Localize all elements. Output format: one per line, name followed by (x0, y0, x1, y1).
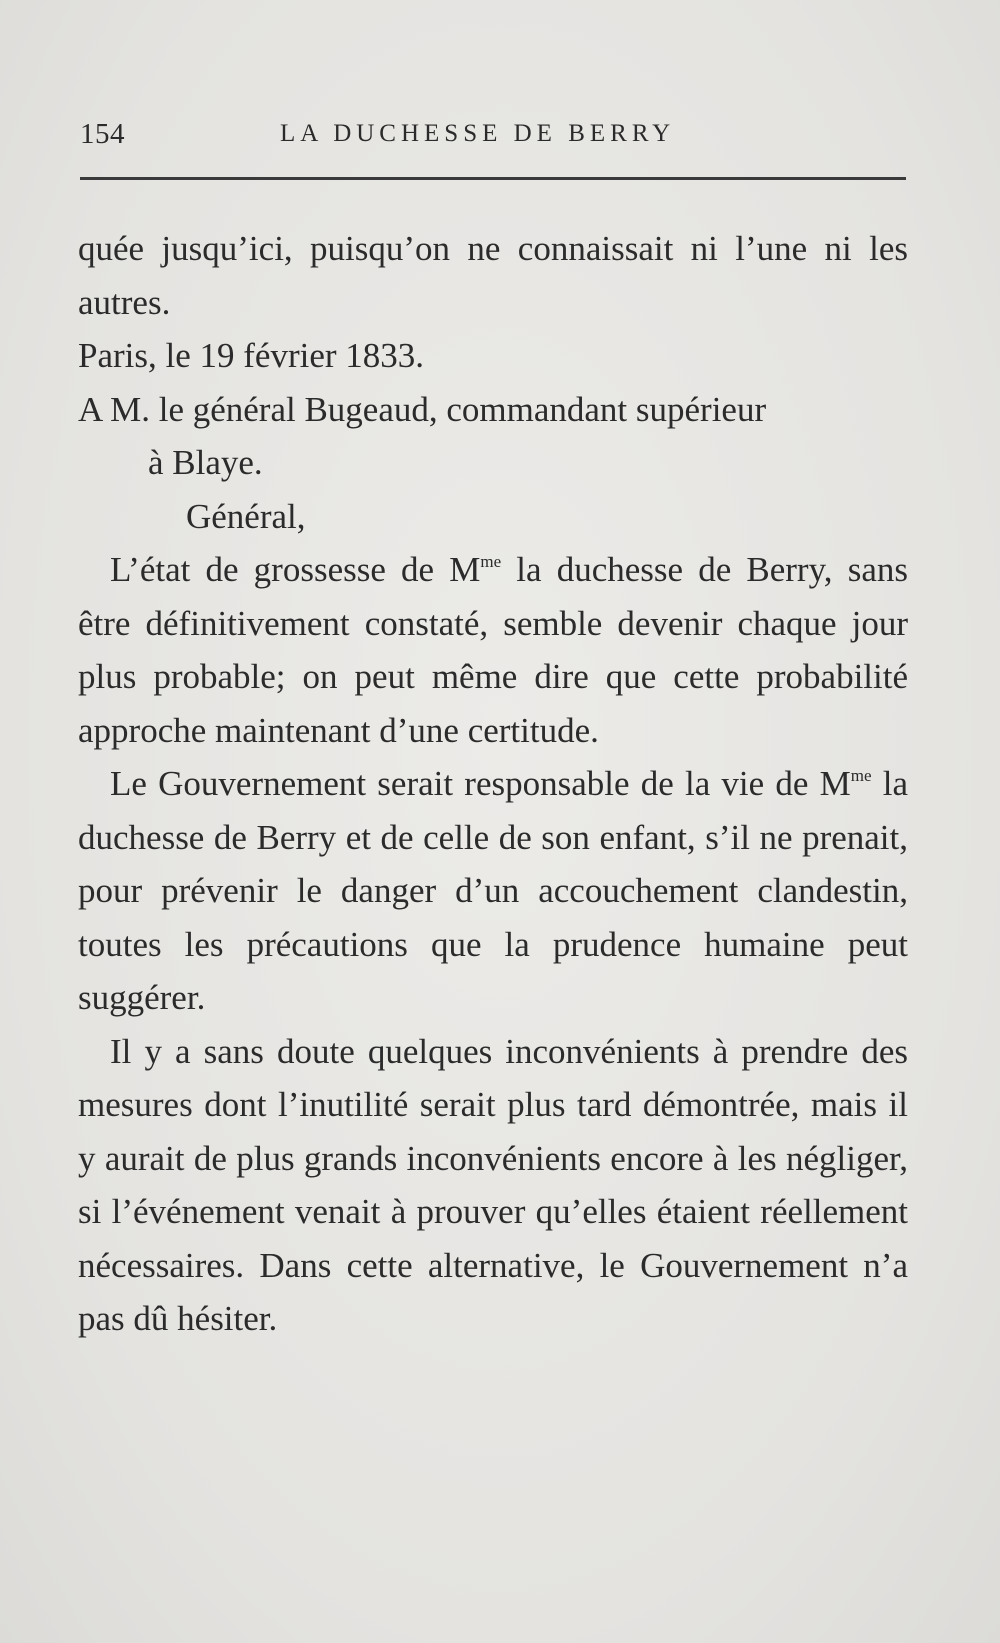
body-text (78, 222, 908, 1346)
continuation-paragraph: quée jusqu’ici, puisqu’on ne connaissait ni l’une ni les autres. (78, 229, 908, 322)
salutation: Général, (186, 496, 306, 536)
paragraph-2 (78, 757, 908, 1025)
page-number: 154 (80, 118, 125, 150)
running-title: LA DUCHESSE DE BERRY (280, 120, 676, 147)
paragraph-2-text-start: Le Gouvernement serait responsable de la vie de M (110, 764, 851, 803)
header-rule (80, 177, 906, 180)
dateline: Paris, le 19 février 1833. (78, 336, 425, 375)
paragraph-1 (78, 543, 908, 757)
paragraph-1-abbr-sup: me (480, 552, 502, 571)
paragraph-1-text-start: L’état de grossesse de M (110, 550, 481, 589)
paragraph-1-text-end: la duchesse de Berry, sans être définitivement constaté, semble devenir chaque jour plus probable; on peut même dire que cette probabilité approche maintenant d’une certitude. (78, 550, 908, 750)
paragraph-2-abbr-sup: me (850, 766, 872, 785)
recipient-place: à Blaye. (148, 443, 263, 482)
recipient-line: A M. le général Bugeaud, commandant supérieur (78, 389, 767, 429)
paragraph-3: Il y a sans doute quelques inconvénients à prendre des mesures dont l’inutilité serait plus tard démontrée, mais il y aurait de plus grands inconvénients encore à les négliger, si l’événement venait à prouver qu’elles étaient réellement nécessaires. Dans cette alternative, le Gouvernement n’a pas dû hésiter. (78, 1031, 908, 1338)
paragraph-2-text-end: la duchesse de Berry et de celle de son enfant, s’il ne prenait, pour prévenir le danger d’un accouchement clandestin, toutes les précautions que la prudence humaine peut suggérer. (78, 764, 908, 1017)
page-header (80, 118, 906, 164)
